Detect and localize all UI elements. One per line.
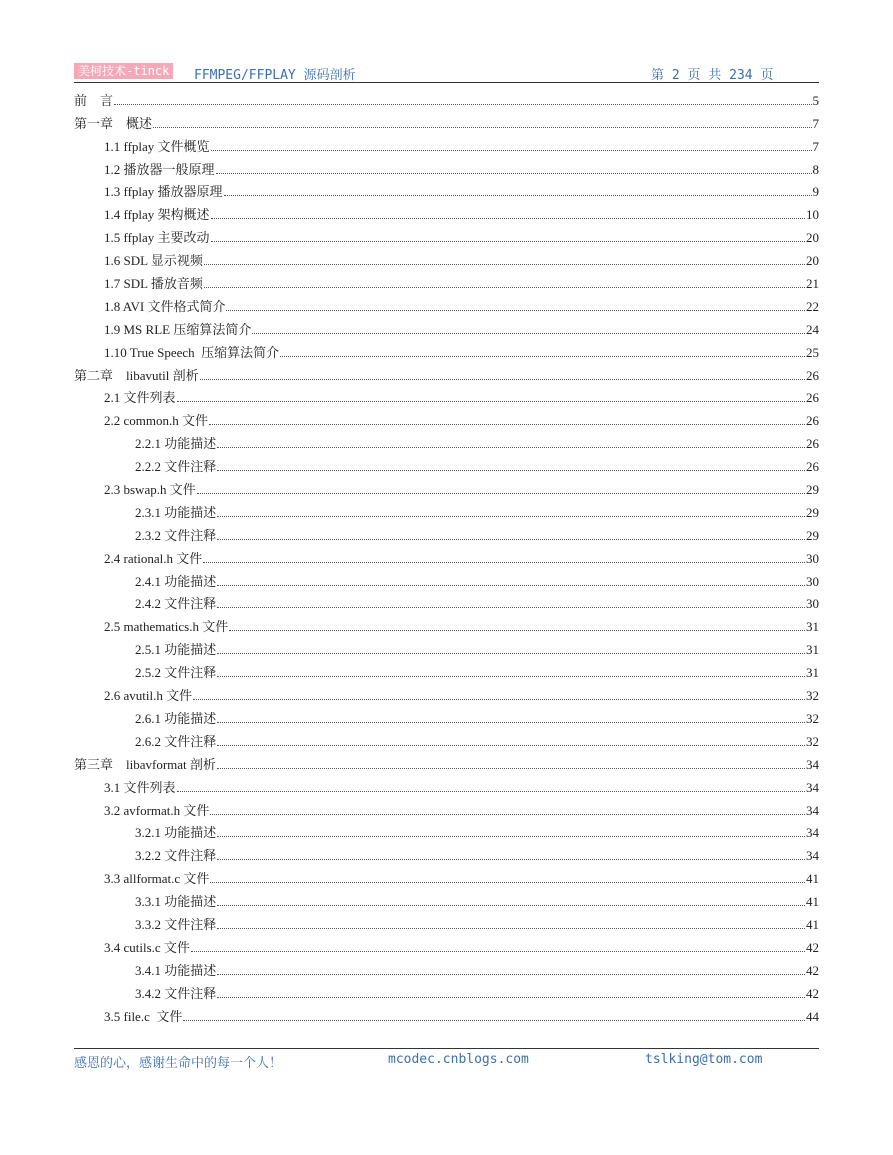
toc-entry-title[interactable]: 第二章 libavutil 剖析 bbox=[74, 367, 199, 383]
dot-leader bbox=[197, 492, 805, 494]
toc-entry-page-number[interactable]: 21 bbox=[806, 276, 819, 292]
toc-entry-title[interactable]: 1.2 播放器一般原理 bbox=[104, 161, 215, 177]
toc-entry[interactable] bbox=[74, 475, 819, 498]
toc-entry-title[interactable]: 1.3 ffplay 播放器原理 bbox=[104, 184, 223, 200]
toc-entry[interactable] bbox=[74, 406, 819, 429]
dot-leader bbox=[153, 126, 811, 128]
toc-entry[interactable] bbox=[74, 567, 819, 590]
toc-entry-page-number[interactable]: 31 bbox=[806, 665, 819, 681]
toc-entry-title[interactable]: 2.5.1 功能描述 bbox=[135, 642, 217, 658]
toc-entry-page-number[interactable]: 34 bbox=[806, 848, 819, 864]
toc-entry[interactable] bbox=[74, 864, 819, 887]
toc-entry-page-number[interactable]: 32 bbox=[806, 710, 819, 726]
dot-leader bbox=[217, 675, 805, 677]
footer-website-link[interactable]: mcodec.cnblogs.com bbox=[388, 1052, 529, 1067]
page-footer bbox=[74, 1052, 819, 1070]
toc-entry[interactable] bbox=[74, 819, 819, 842]
dot-leader bbox=[252, 332, 805, 334]
toc-entry-page-number[interactable]: 32 bbox=[806, 733, 819, 749]
dot-leader bbox=[217, 744, 805, 746]
toc-entry-page-number[interactable]: 34 bbox=[806, 779, 819, 795]
toc-entry-page-number[interactable]: 42 bbox=[806, 962, 819, 978]
toc-entry-page-number[interactable]: 5 bbox=[812, 92, 819, 108]
toc-entry-title[interactable]: 1.5 ffplay 主要改动 bbox=[104, 230, 210, 246]
toc-entry[interactable] bbox=[74, 841, 819, 864]
toc-entry-page-number[interactable]: 34 bbox=[806, 802, 819, 818]
toc-entry-title[interactable]: 3.4.2 文件注释 bbox=[135, 985, 217, 1001]
page-indicator: 第 2 页 共 234 页 bbox=[651, 68, 774, 83]
toc-entry[interactable] bbox=[74, 132, 819, 155]
dot-leader bbox=[211, 149, 812, 151]
toc-entry-title[interactable]: 1.6 SDL 显示视频 bbox=[104, 253, 203, 269]
footer-email-link[interactable]: tslking@tom.com bbox=[645, 1052, 763, 1067]
toc-entry-page-number[interactable]: 31 bbox=[806, 619, 819, 635]
toc-entry-title[interactable]: 2.2.2 文件注释 bbox=[135, 459, 217, 475]
toc-entry[interactable] bbox=[74, 727, 819, 750]
toc-entry-page-number[interactable]: 31 bbox=[806, 642, 819, 658]
toc-entry-title[interactable]: 3.4 cutils.c 文件 bbox=[104, 939, 190, 955]
toc-entry-page-number[interactable]: 30 bbox=[806, 573, 819, 589]
toc-entry[interactable] bbox=[74, 635, 819, 658]
dot-leader bbox=[217, 973, 805, 975]
header-divider bbox=[74, 82, 819, 83]
dot-leader bbox=[211, 240, 805, 242]
toc-entry[interactable] bbox=[74, 750, 819, 773]
toc-entry[interactable] bbox=[74, 155, 819, 178]
toc-entry-title[interactable]: 第三章 libavformat 剖析 bbox=[74, 756, 216, 772]
dot-leader bbox=[211, 217, 805, 219]
dot-leader bbox=[217, 652, 805, 654]
toc-entry-page-number[interactable]: 20 bbox=[806, 230, 819, 246]
dot-leader bbox=[204, 263, 805, 265]
toc-entry-title[interactable]: 3.2 avformat.h 文件 bbox=[104, 802, 210, 818]
dot-leader bbox=[217, 927, 805, 929]
dot-leader bbox=[217, 721, 805, 723]
toc-entry-page-number[interactable]: 24 bbox=[806, 321, 819, 337]
toc-entry[interactable] bbox=[74, 956, 819, 979]
toc-entry-page-number[interactable]: 41 bbox=[806, 894, 819, 910]
toc-entry-page-number[interactable]: 30 bbox=[806, 550, 819, 566]
dot-leader bbox=[204, 286, 805, 288]
toc-entry-page-number[interactable]: 20 bbox=[806, 253, 819, 269]
toc-entry[interactable] bbox=[74, 315, 819, 338]
toc-entry[interactable] bbox=[74, 452, 819, 475]
toc-entry[interactable] bbox=[74, 109, 819, 132]
toc-entry[interactable] bbox=[74, 521, 819, 544]
toc-entry-title[interactable]: 2.6.1 功能描述 bbox=[135, 710, 217, 726]
dot-leader bbox=[226, 309, 805, 311]
toc-entry-page-number[interactable]: 26 bbox=[806, 436, 819, 452]
dot-leader bbox=[217, 904, 805, 906]
dot-leader bbox=[217, 858, 805, 860]
toc-entry-title[interactable]: 前 言 bbox=[74, 92, 114, 108]
toc-entry-title[interactable]: 1.4 ffplay 架构概述 bbox=[104, 207, 210, 223]
toc-entry-page-number[interactable]: 9 bbox=[812, 184, 819, 200]
toc-entry-page-number[interactable]: 34 bbox=[806, 825, 819, 841]
toc-entry-title[interactable]: 1.9 MS RLE 压缩算法简介 bbox=[104, 321, 252, 337]
toc-entry-page-number[interactable]: 10 bbox=[806, 207, 819, 223]
toc-entry[interactable] bbox=[74, 681, 819, 704]
toc-entry[interactable] bbox=[74, 200, 819, 223]
toc-entry-page-number[interactable]: 42 bbox=[806, 985, 819, 1001]
dot-leader bbox=[200, 378, 805, 380]
toc-entry-title[interactable]: 3.4.1 功能描述 bbox=[135, 962, 217, 978]
toc-entry-title[interactable]: 2.6.2 文件注释 bbox=[135, 733, 217, 749]
toc-entry-page-number[interactable]: 26 bbox=[806, 459, 819, 475]
toc-entry-page-number[interactable]: 26 bbox=[806, 367, 819, 383]
toc-entry-title[interactable]: 2.1 文件列表 bbox=[104, 390, 176, 406]
dot-leader bbox=[216, 172, 812, 174]
toc-entry[interactable] bbox=[74, 269, 819, 292]
dot-leader bbox=[217, 767, 805, 769]
toc-entry[interactable] bbox=[74, 361, 819, 384]
dot-leader bbox=[217, 606, 805, 608]
toc-entry[interactable] bbox=[74, 658, 819, 681]
toc-entry-title[interactable]: 1.10 True Speech 压缩算法简介 bbox=[104, 344, 280, 360]
toc-entry-page-number[interactable]: 41 bbox=[806, 871, 819, 887]
toc-entry-title[interactable]: 2.5.2 文件注释 bbox=[135, 665, 217, 681]
toc-entry[interactable] bbox=[74, 1002, 819, 1025]
toc-entry-title[interactable]: 2.3.1 功能描述 bbox=[135, 504, 217, 520]
toc-entry-page-number[interactable]: 26 bbox=[806, 413, 819, 429]
toc-entry-title[interactable]: 3.1 文件列表 bbox=[104, 779, 176, 795]
toc-entry-page-number[interactable]: 34 bbox=[806, 756, 819, 772]
author-badge: 美柯技术-tinck bbox=[74, 63, 173, 79]
dot-leader bbox=[217, 835, 805, 837]
toc-entry[interactable] bbox=[74, 979, 819, 1002]
toc-entry-page-number[interactable]: 7 bbox=[812, 115, 819, 131]
dot-leader bbox=[210, 813, 805, 815]
toc-entry[interactable] bbox=[74, 612, 819, 635]
toc-entry-title[interactable]: 3.5 file.c 文件 bbox=[104, 1008, 183, 1024]
document-title: FFMPEG/FFPLAY 源码剖析 bbox=[194, 68, 356, 83]
toc-entry[interactable] bbox=[74, 933, 819, 956]
dot-leader bbox=[191, 950, 805, 952]
page-header bbox=[74, 62, 819, 82]
toc-entry-page-number[interactable]: 29 bbox=[806, 527, 819, 543]
toc-entry[interactable] bbox=[74, 292, 819, 315]
toc-entry-title[interactable]: 2.5 mathematics.h 文件 bbox=[104, 619, 229, 635]
dot-leader bbox=[229, 629, 805, 631]
toc-entry-page-number[interactable]: 7 bbox=[812, 138, 819, 154]
footer-divider bbox=[74, 1048, 819, 1049]
toc-entry-page-number[interactable]: 8 bbox=[812, 161, 819, 177]
dot-leader bbox=[217, 515, 805, 517]
toc-entry[interactable] bbox=[74, 887, 819, 910]
toc-entry-title[interactable]: 2.3.2 文件注释 bbox=[135, 527, 217, 543]
toc-entry[interactable] bbox=[74, 338, 819, 361]
dot-leader bbox=[177, 790, 805, 792]
toc-entry-title[interactable]: 2.4 rational.h 文件 bbox=[104, 550, 203, 566]
toc-entry[interactable] bbox=[74, 246, 819, 269]
toc-entry-page-number[interactable]: 29 bbox=[806, 504, 819, 520]
dot-leader bbox=[217, 538, 805, 540]
toc-entry[interactable] bbox=[74, 498, 819, 521]
toc-entry-title[interactable]: 3.3 allformat.c 文件 bbox=[104, 871, 210, 887]
toc-entry[interactable] bbox=[74, 704, 819, 727]
dot-leader bbox=[183, 1019, 805, 1021]
dot-leader bbox=[177, 400, 805, 402]
toc-entry-title[interactable]: 1.7 SDL 播放音频 bbox=[104, 276, 203, 292]
toc-entry[interactable] bbox=[74, 223, 819, 246]
toc-entry[interactable] bbox=[74, 384, 819, 407]
toc-entry-title[interactable]: 3.3.1 功能描述 bbox=[135, 894, 217, 910]
toc-entry-page-number[interactable]: 22 bbox=[806, 298, 819, 314]
toc-entry-title[interactable]: 第一章 概述 bbox=[74, 115, 153, 131]
toc-entry[interactable] bbox=[74, 86, 819, 109]
dot-leader bbox=[114, 103, 811, 105]
toc-entry[interactable] bbox=[74, 796, 819, 819]
toc-entry-title[interactable]: 2.2.1 功能描述 bbox=[135, 436, 217, 452]
table-of-contents bbox=[74, 86, 819, 1025]
toc-entry-title[interactable]: 1.1 ffplay 文件概览 bbox=[104, 138, 210, 154]
toc-entry-title[interactable]: 3.2.2 文件注释 bbox=[135, 848, 217, 864]
toc-entry-title[interactable]: 2.2 common.h 文件 bbox=[104, 413, 208, 429]
toc-entry-title[interactable]: 2.4.1 功能描述 bbox=[135, 573, 217, 589]
toc-entry-page-number[interactable]: 29 bbox=[806, 482, 819, 498]
toc-entry[interactable] bbox=[74, 178, 819, 201]
toc-entry-title[interactable]: 3.2.1 功能描述 bbox=[135, 825, 217, 841]
toc-entry-title[interactable]: 2.4.2 文件注释 bbox=[135, 596, 217, 612]
footer-motto: 感恩的心，感谢生命中的每一个人！ bbox=[74, 1056, 283, 1071]
dot-leader bbox=[203, 561, 805, 563]
toc-entry[interactable] bbox=[74, 544, 819, 567]
toc-entry-title[interactable]: 1.8 AVI 文件格式简介 bbox=[104, 298, 226, 314]
dot-leader bbox=[209, 423, 805, 425]
dot-leader bbox=[280, 355, 805, 357]
dot-leader bbox=[193, 698, 805, 700]
dot-leader bbox=[217, 469, 805, 471]
dot-leader bbox=[224, 194, 812, 196]
toc-entry[interactable] bbox=[74, 590, 819, 613]
toc-entry-page-number[interactable]: 41 bbox=[806, 916, 819, 932]
toc-entry-title[interactable]: 2.3 bswap.h 文件 bbox=[104, 482, 196, 498]
toc-entry-page-number[interactable]: 42 bbox=[806, 939, 819, 955]
toc-entry-page-number[interactable]: 26 bbox=[806, 390, 819, 406]
toc-entry[interactable] bbox=[74, 429, 819, 452]
toc-entry[interactable] bbox=[74, 910, 819, 933]
toc-entry-page-number[interactable]: 25 bbox=[806, 344, 819, 360]
toc-entry-page-number[interactable]: 44 bbox=[806, 1008, 819, 1024]
toc-entry-page-number[interactable]: 30 bbox=[806, 596, 819, 612]
toc-entry-title[interactable]: 3.3.2 文件注释 bbox=[135, 916, 217, 932]
dot-leader bbox=[217, 446, 805, 448]
toc-entry-page-number[interactable]: 32 bbox=[806, 688, 819, 704]
toc-entry[interactable] bbox=[74, 773, 819, 796]
toc-entry-title[interactable]: 2.6 avutil.h 文件 bbox=[104, 688, 193, 704]
dot-leader bbox=[217, 996, 805, 998]
dot-leader bbox=[210, 881, 805, 883]
dot-leader bbox=[217, 584, 805, 586]
